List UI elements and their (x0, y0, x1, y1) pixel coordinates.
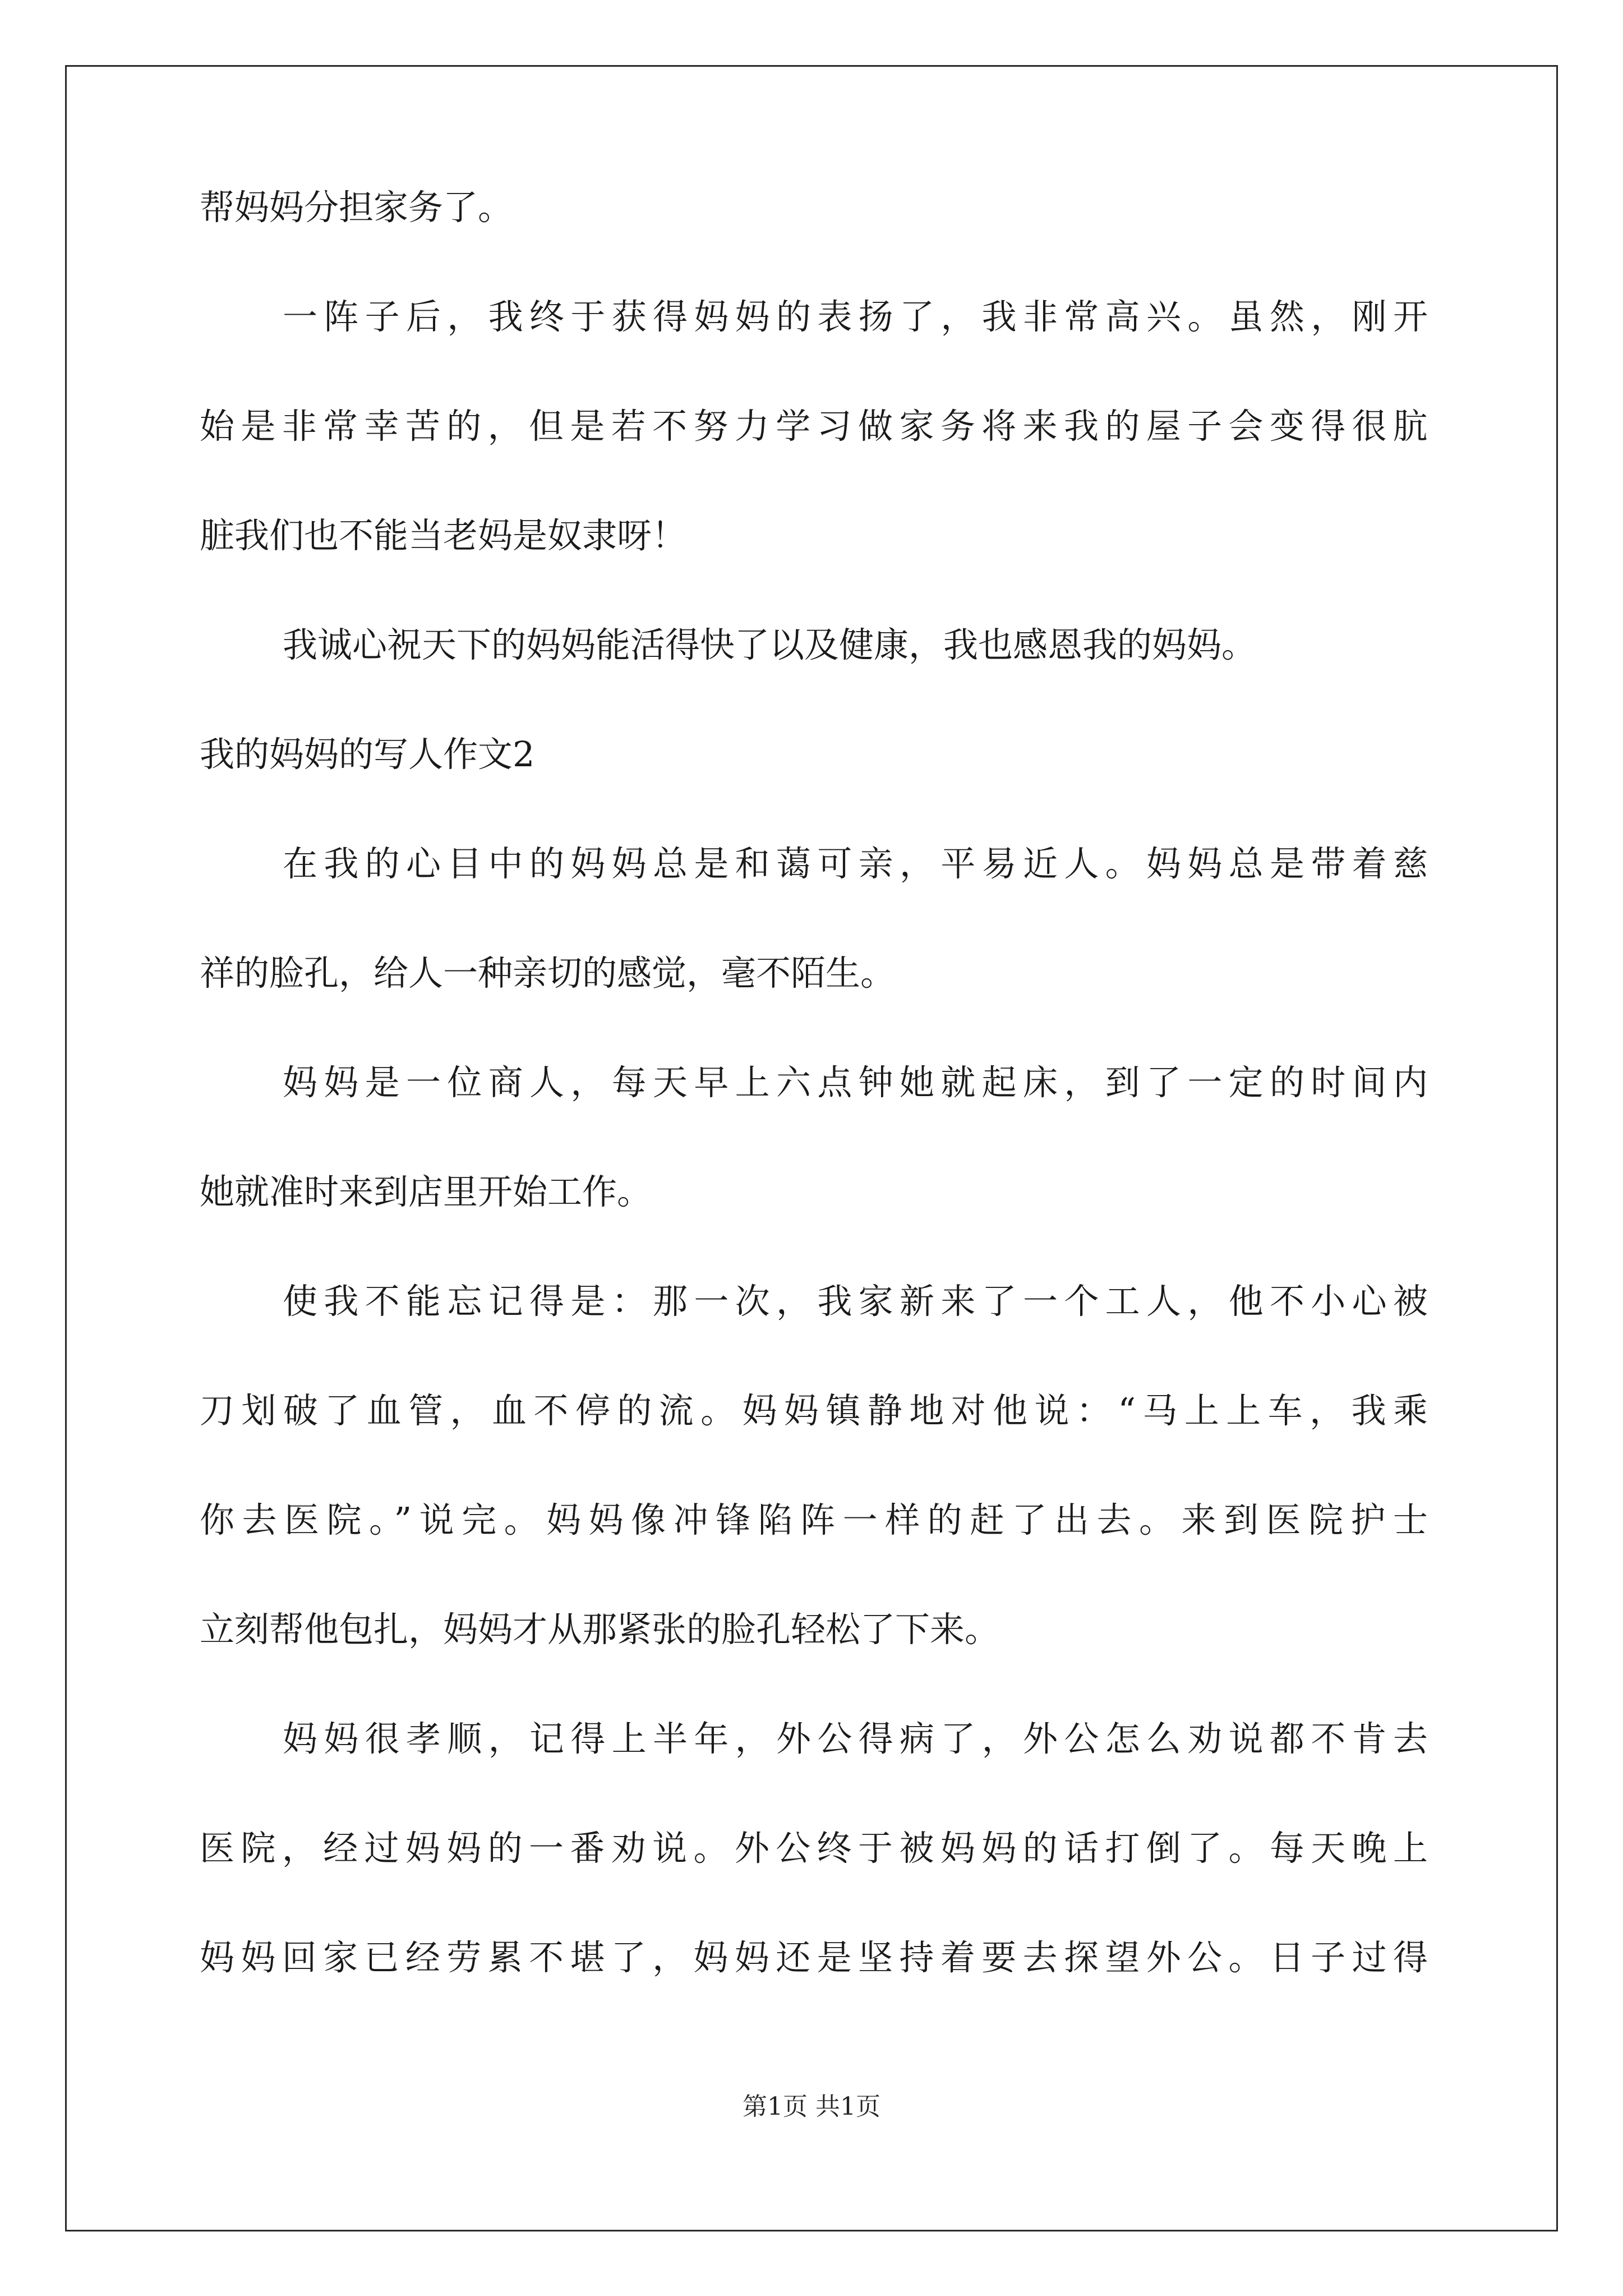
paragraph-first-line: 我诚心祝天下的妈妈能活得快了以及健康，我也感恩我的妈妈。 (283, 624, 1257, 665)
text-line: 刀划破了血管，血不停的流。妈妈镇静地对他说：“马上上车，我乘 (200, 1390, 1428, 1431)
paragraph-first-line: 妈妈是一位商人，每天早上六点钟她就起床，到了一定的时间内 (283, 1062, 1428, 1103)
text-line: 脏我们也不能当老妈是奴隶呀！ (200, 515, 687, 556)
text-line: 帮妈妈分担家务了。 (200, 187, 513, 228)
page-footer: 第1页 共1页 (743, 2092, 880, 2121)
text-line: 妈妈回家已经劳累不堪了，妈妈还是坚持着要去探望外公。日子过得 (200, 1937, 1428, 1978)
text-line: 始是非常幸苦的，但是若不努力学习做家务将来我的屋子会变得很肮 (200, 406, 1428, 447)
paragraph-first-line: 在我的心目中的妈妈总是和蔼可亲，平易近人。妈妈总是带着慈 (283, 843, 1428, 884)
page-border (65, 65, 1558, 2231)
text-line: 医院，经过妈妈的一番劝说。外公终于被妈妈的话打倒了。每天晚上 (200, 1828, 1428, 1869)
section-heading: 我的妈妈的写人作文2 (200, 734, 535, 775)
text-line: 她就准时来到店里开始工作。 (200, 1171, 652, 1212)
paragraph-first-line: 一阵子后，我终于获得妈妈的表扬了，我非常高兴。虽然，刚开 (283, 296, 1428, 337)
paragraph-first-line: 使我不能忘记得是：那一次，我家新来了一个工人，他不小心被 (283, 1281, 1428, 1322)
paragraph-first-line: 妈妈很孝顺，记得上半年，外公得病了，外公怎么劝说都不肯去 (283, 1718, 1428, 1759)
text-line: 祥的脸孔，给人一种亲切的感觉，毫不陌生。 (200, 953, 896, 993)
text-line: 你去医院。”说完。妈妈像冲锋陷阵一样的赶了出去。来到医院护士 (200, 1499, 1428, 1540)
text-line: 立刻帮他包扎，妈妈才从那紧张的脸孔轻松了下来。 (200, 1609, 1000, 1650)
